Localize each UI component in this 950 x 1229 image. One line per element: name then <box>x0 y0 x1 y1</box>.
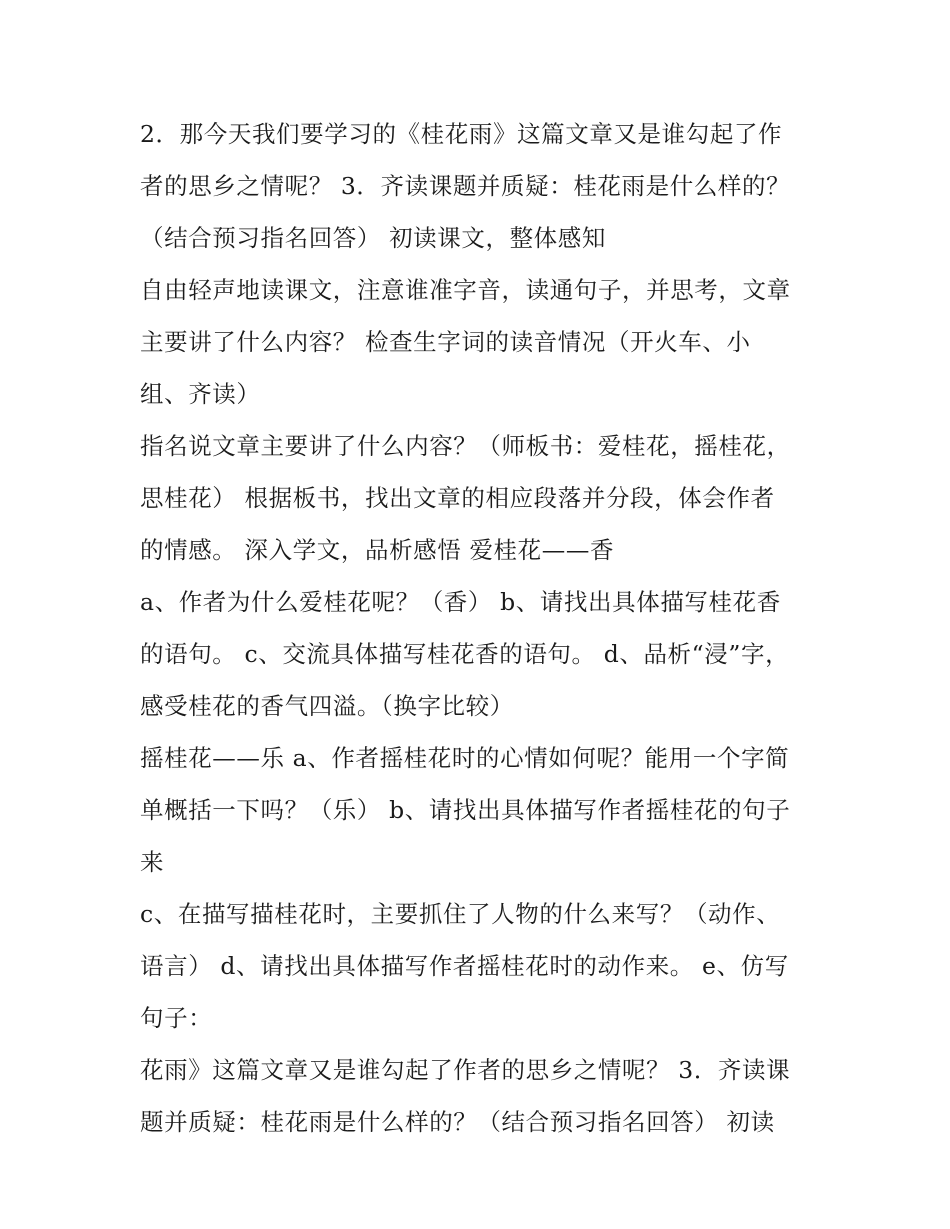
text-line: a、作者为什么爱桂花呢？（香） b、请找出具体描写桂花香 <box>140 588 781 616</box>
text-line: 主要讲了什么内容？ 检查生字词的读音情况（开火车、小 <box>140 328 751 356</box>
text-line: 者的思乡之情呢？ 3．齐读课题并质疑：桂花雨是什么样的？ <box>140 172 791 200</box>
text-line: （结合预习指名回答） 初读课文，整体感知 <box>140 224 606 252</box>
text-line: 自由轻声地读课文，注意谁准字音，读通句子，并思考，文章 <box>140 276 791 304</box>
text-line: 花雨》这篇文章又是谁勾起了作者的思乡之情呢？ 3．齐读课 <box>140 1056 791 1084</box>
text-line: 摇桂花——乐 a、作者摇桂花时的心情如何呢？能用一个字简 <box>140 744 790 772</box>
body-text <box>140 108 820 1148</box>
text-line: 组、齐读） <box>140 380 261 408</box>
text-line: 题并质疑：桂花雨是什么样的？（结合预习指名回答） 初读 <box>140 1108 775 1136</box>
text-line: 的语句。 c、交流具体描写桂花香的语句。 d、品析“浸”字， <box>140 640 790 668</box>
text-line: 的情感。 深入学文，品析感悟 爱桂花——香 <box>140 536 615 564</box>
text-line: 单概括一下吗？（乐） b、请找出具体描写作者摇桂花的句子 <box>140 796 791 824</box>
text-line: 来 <box>140 848 165 876</box>
text-line: 思桂花） 根据板书，找出文章的相应段落并分段，体会作者 <box>140 484 775 512</box>
text-line: 2．那今天我们要学习的《桂花雨》这篇文章又是谁勾起了作 <box>140 120 783 148</box>
text-line: 句子： <box>140 1004 213 1032</box>
text-line: 感受桂花的香气四溢。（换字比较） <box>140 692 514 720</box>
text-line: 语言） d、请找出具体描写作者摇桂花时的动作来。 e、仿写 <box>140 952 789 980</box>
text-line: c、在描写描桂花时，主要抓住了人物的什么来写？（动作、 <box>140 900 781 928</box>
text-line: 指名说文章主要讲了什么内容？（师板书：爱桂花，摇桂花， <box>140 432 791 460</box>
